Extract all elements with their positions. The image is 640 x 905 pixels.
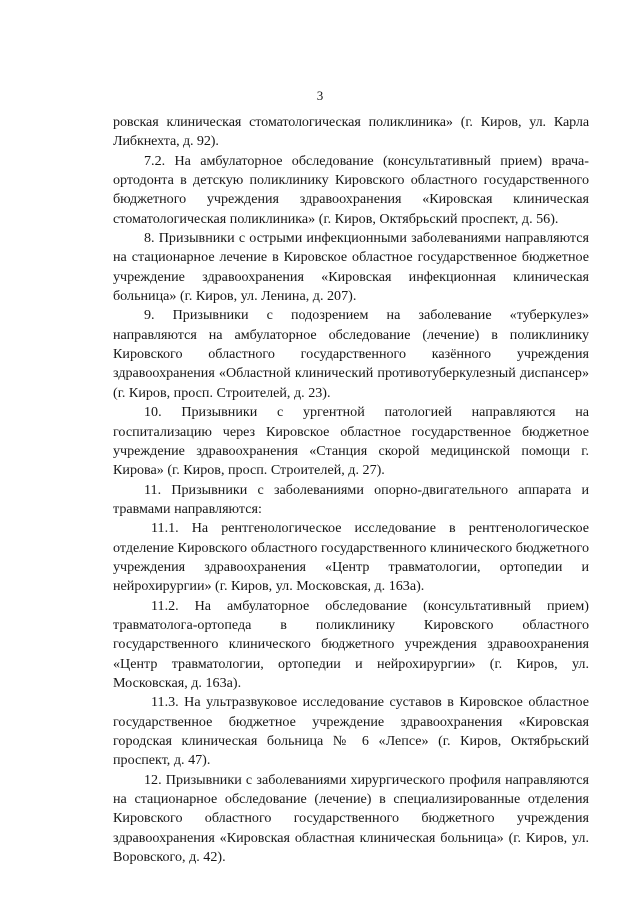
paragraph-11-3: 11.3. На ультразвуковое исследование суставов в Кировское областное государственное бюджетное учреждение здравоохранения «Кировская городская клиническая больница № 6 «Лепсе» (г. Киров, Октябрьский проспект, д. 47).	[113, 694, 589, 769]
paragraph-10: 10. Призывники с ургентной патологией направляются на госпитализацию через Кировское областное государственное бюджетное учреждение здравоохранения «Станция скорой медицинской помощи г. Кирова» (г. Киров, просп. Строителей, д. 27).	[113, 404, 589, 479]
paragraph-7-1-continuation: ровская клиническая стоматологическая поликлиника» (г. Киров, ул. Карла Либкнехта, д. 92).	[113, 114, 589, 150]
paragraph-7-2: 7.2. На амбулаторное обследование (консультативный прием) врача-ортодонта в детскую поликлинику Кировского областного государственного бюджетного учреждения здравоохранения «Кировская клиническая стоматологическая поликлиника» (г. Киров, Октябрьский проспект, д. 56).	[113, 152, 589, 227]
paragraph-11-1: 11.1. На рентгенологическое исследование в рентгенологическое отделение Кировского областного государственного клинического бюджетного учреждения здравоохранения «Центр травматологии, ортопедии и нейрохирургии» (г. Киров, ул. Московская, д. 163а).	[113, 520, 589, 595]
document-body	[113, 113, 589, 867]
paragraph-9: 9. Призывники с подозрением на заболевание «туберкулез» направляются на амбулаторное обследование (лечение) в поликлинику Кировского областного государственного казённого учреждения здравоохранения «Областной клинический противотуберкулезный диспансер» (г. Киров, просп. Строителей, д. 23).	[113, 307, 589, 401]
paragraph-12: 12. Призывники с заболеваниями хирургического профиля направляются на стационарное обследование (лечение) в специализированные отделения Кировского областного государственного бюджетного учреждения здравоохранения «Кировская областная клиническая больница» (г. Киров, ул. Воровского, д. 42).	[113, 771, 589, 866]
paragraph-11-2: 11.2. На амбулаторное обследование (консультативный прием) травматолога-ортопеда в поликлинику Кировского областного государственного клинического бюджетного учреждения здравоохранения «Центр травматологии, ортопедии и нейрохирургии» (г. Киров, ул. Московская, д. 163а).	[113, 597, 589, 691]
paragraph-8: 8. Призывники с острыми инфекционными заболеваниями направляются на стационарное лечение в Кировское областное государственное бюджетное учреждение здравоохранения «Кировская инфекционная клиническая больница» (г. Киров, ул. Ленина, д. 207).	[113, 230, 589, 305]
page-number: 3	[316, 88, 324, 103]
paragraph-11: 11. Призывники с заболеваниями опорно-двигательного аппарата и травмами направляются:	[113, 481, 589, 517]
